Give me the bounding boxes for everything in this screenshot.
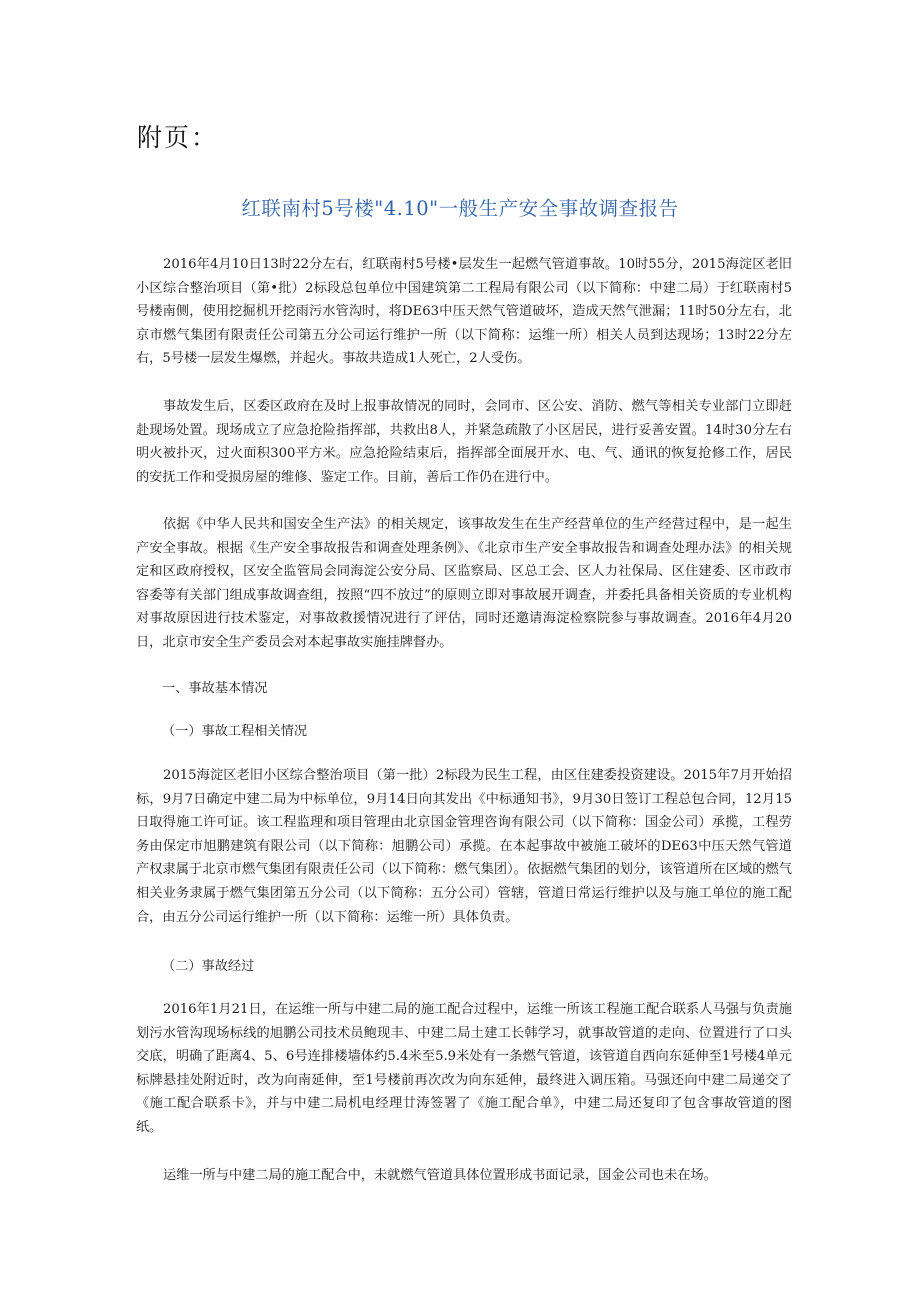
paragraph-coordination-note: 运维一所与中建二局的施工配合中，未就燃气管道具体位置形成书面记录，国金公司也未在场。 (163, 1168, 717, 1183)
section-heading-basic-info: 一、事故基本情况 (162, 681, 268, 696)
paragraph-accident-summary: 2016年4月10日13时22分左右，红联南村5号楼•层发生一起燃气管道事故。10时55分，2015海淀区老旧小区综合整治项目（第•批）2标段总包单位中国建筑第二工程局有限公司（以下简称：中建二局）于红联南村5号楼南侧，使用挖掘机开挖雨污水管沟时，将DE63中压天然气管道破坏，造成天然气泄漏；11时50分左右，北京市燃气集团有限责任公司第五分公司运行维护一所（以下简称：运维一所）相关人员到达现场；13时22分左右，5号楼一层发生爆燃，并起火。事故共造成1人死亡，2人受伤。 (136, 257, 792, 367)
paragraph-emergency-response: 事故发生后，区委区政府在及时上报事故情况的同时，会同市、区公安、消防、燃气等相关专业部门立即赶赴现场处置。现场成立了应急抢险指挥部，共救出8人，并紧急疏散了小区居民，进行妥善安置。14时30分左右明火被扑灭，过火面积300平方米。应急抢险结束后，指挥部全面展开水、电、气、通讯的恢复抢修工作，居民的安抚工作和受损房屋的维修、鉴定工作。目前，善后工作仍在进行中。 (136, 399, 792, 485)
paragraph-accident-process: 2016年1月21日，在运维一所与中建二局的施工配合过程中，运维一所该工程施工配合联系人马强与负责施划污水管沟现场标线的旭鹏公司技术员鲍现丰、中建二局土建工长韩学习，就事故管道的走向、位置进行了口头交底，明确了距离4、5、6号连排楼墙体约5.4米至5.9米处有一条燃气管道，该管道自西向东延伸至1号楼4单元标牌悬挂处附近时，改为向南延伸，至1号楼前再次改为向东延伸，最终进入调压箱。马强还向中建二局递交了《施工配合联系卡》，并与中建二局机电经理廿涛签署了《施工配合单》，中建二局还复印了包含事故管道的图纸。 (136, 1002, 792, 1135)
paragraph-investigation-basis: 依据《中华人民共和国安全生产法》的相关规定，该事故发生在生产经营单位的生产经营过程中，是一起生产安全事故。根据《生产安全事故报告和调查处理条例》、《北京市生产安全事故报告和调查处理办法》的相关规定和区政府授权，区安全监管局会同海淀公安分局、区监察局、区总工会、区人力社保局、区住建委、区市政市容委等有关部门组成事故调查组，按照“四不放过”的原则立即对事故展开调查，并委托具备相关资质的专业机构对事故原因进行技术鉴定，对事故救援情况进行了评估，同时还邀请海淀检察院参与事故调查。2016年4月20日，北京市安全生产委员会对本起事故实施挂牌督办。 (136, 517, 792, 650)
appendix-label: 附页： (137, 123, 219, 152)
subsection-heading-project-info: （一）事故工程相关情况 (162, 724, 308, 739)
paragraph-project-info: 2015海淀区老旧小区综合整治项目（第一批）2标段为民生工程，由区住建委投资建设。2015年7月开始招标，9月7日确定中建二局为中标单位，9月14日向其发出《中标通知书》，9月30日签订工程总包合同，12月15日取得施工许可证。该工程监理和项目管理由北京国金管理咨询有限公司（以下简称：国金公司）承揽，工程劳务由保定市旭鹏建筑有限公司（以下简称：旭鹏公司）承揽。在本起事故中被施工破坏的DE63中压天然气管道产权隶属于北京市燃气集团有限责任公司（以下简称：燃气集团）。依据燃气集团的划分，该管道所在区域的燃气相关业务隶属于燃气集团第五分公司（以下简称：五分公司）管辖，管道日常运行维护以及与施工单位的施工配合，由五分公司运行维护一所（以下简称：运维一所）具体负责。 (136, 768, 792, 925)
report-title: 红联南村5号楼"4.10"一般生产安全事故调查报告 (241, 197, 679, 220)
subsection-heading-accident-process: （二）事故经过 (162, 959, 255, 974)
